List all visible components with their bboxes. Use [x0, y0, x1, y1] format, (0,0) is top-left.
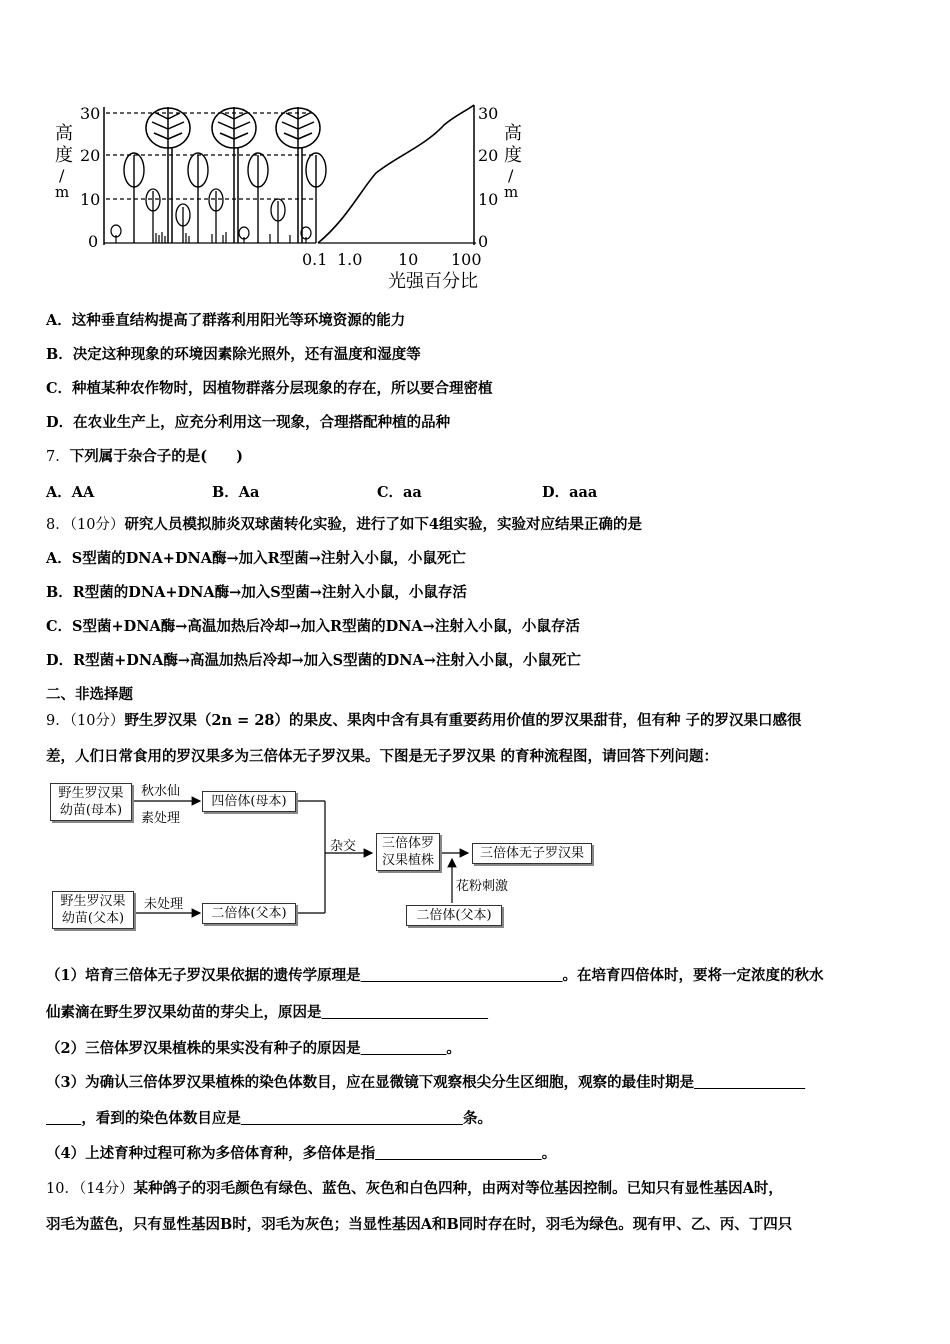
right-y-tick: 20	[478, 146, 499, 165]
q8-stem: 8．（10分）研究人员模拟肺炎双球菌转化实验，进行了如下4组实验，实验对应结果正确的是	[46, 516, 643, 533]
q7-stem: 7．下列属于杂合子的是( )	[46, 448, 243, 465]
answer-blank[interactable]	[361, 1040, 447, 1057]
q9-part1-line1: （1）培育三倍体无子罗汉果依据的遗传学原理是 。在培育四倍体时，要将一定浓度的秋水	[46, 967, 824, 984]
tall-tree-icon	[276, 107, 320, 243]
pollen-label: 花粉刺激	[456, 879, 509, 894]
q9-stem-line2: 差，人们日常食用的罗汉果多为三倍体无子罗汉果。下图是无子罗汉果 的育种流程图，请回答下列问题：	[46, 748, 719, 765]
right-y-label-char: m	[504, 183, 519, 201]
hybrid-label: 杂交	[330, 839, 357, 854]
breeding-flowchart	[40, 775, 620, 935]
q8-option-d: D．R型菌+DNA酶→高温加热后冷却→加入S型菌的DNA→注射入小鼠，小鼠死亡	[46, 652, 581, 669]
answer-blank[interactable]	[694, 1074, 805, 1091]
q8-option-a: A．S型菌的DNA+DNA酶→加入R型菌→注射入小鼠，小鼠死亡	[46, 550, 466, 567]
right-y-tick: 30	[478, 104, 499, 123]
tetraploid-box: 四倍体(母本)	[202, 791, 296, 812]
left-y-tick: 10	[80, 190, 101, 209]
x-tick: 1.0	[337, 250, 363, 269]
q6-option-a: A．这种垂直结构提高了群落利用阳光等环境资源的能力	[46, 312, 406, 329]
q9-stem-line1: 9．（10分）野生罗汉果（2n = 28）的果皮、果肉中含有具有重要药用价值的罗汉果甜苷，但有种 子的罗汉果口感很	[46, 712, 802, 729]
answer-blank[interactable]	[361, 967, 563, 984]
right-y-tick: 0	[478, 232, 489, 251]
x-tick: 10	[398, 250, 419, 269]
q9-part1-line2: 仙素滴在野生罗汉果幼苗的芽尖上，原因是	[46, 1003, 488, 1023]
q9-part3-line1: （3）为确认三倍体罗汉果植株的染色体数目，应在显微镜下观察根尖分生区细胞，观察的最佳时期是	[46, 1073, 805, 1093]
colchicine-label-2: 素处理	[141, 811, 181, 826]
untreated-label: 未处理	[144, 897, 184, 912]
section-heading: 二、非选择题	[46, 686, 133, 703]
left-y-label-char: /	[59, 166, 65, 185]
left-y-tick: 30	[80, 104, 101, 123]
grass-icon	[111, 225, 311, 243]
x-tick: 0.1	[302, 250, 328, 269]
father-seedling-box: 野生罗汉果幼苗(父本)	[52, 891, 134, 929]
right-y-label-char: 度	[504, 145, 522, 166]
q10-stem-line1: 10．（14分）某种鸽子的羽毛颜色有绿色、蓝色、灰色和白色四种，由两对等位基因控制。已知只有显性基因A时，	[46, 1180, 783, 1197]
answer-blank[interactable]	[375, 1145, 542, 1162]
q9-part4: （4）上述育种过程可称为多倍体育种，多倍体是指 。	[46, 1145, 557, 1162]
q7-option-c: C．aa	[377, 484, 422, 501]
q7-option-b: B．Aa	[212, 484, 260, 501]
medium-tree-icon	[124, 153, 326, 243]
x-tick: 100	[451, 250, 482, 269]
diploid-father-box: 二倍体(父本)	[202, 903, 296, 924]
q6-option-c: C．种植某种农作物时，因植物群落分层现象的存在，所以要合理密植	[46, 380, 493, 397]
light-height-curve	[318, 105, 474, 243]
left-y-label-char: 度	[55, 145, 73, 166]
q8-option-b: B．R型菌的DNA+DNA酶→加入S型菌→注射入小鼠，小鼠存活	[46, 584, 467, 601]
left-y-label-char: 高	[55, 123, 73, 144]
q10-stem-line2: 羽毛为蓝色，只有显性基因B时，羽毛为灰色；当显性基因A和B同时存在时，羽毛为绿色。现有甲、乙、丙、丁四只	[46, 1216, 793, 1233]
triploid-plant-box: 三倍体罗汉果植株	[376, 833, 440, 871]
right-y-label-char: /	[508, 166, 514, 185]
seedless-fruit-box: 三倍体无子罗汉果	[472, 843, 592, 864]
answer-blank[interactable]	[322, 1004, 489, 1021]
mother-seedling-box: 野生罗汉果幼苗(母本)	[50, 783, 132, 821]
diploid-father-box-2: 二倍体(父本)	[406, 905, 502, 926]
answer-blank[interactable]	[241, 1110, 463, 1127]
q6-option-d: D．在农业生产上，应充分利用这一现象，合理搭配种植的品种	[46, 414, 451, 431]
colchicine-label-1: 秋水仙	[141, 784, 181, 799]
stratification-figure	[46, 95, 546, 300]
right-y-label-char: 高	[504, 123, 522, 144]
q7-option-d: D．aaa	[542, 484, 598, 501]
x-axis-label: 光强百分比	[388, 271, 478, 292]
right-y-tick: 10	[478, 190, 499, 209]
q8-option-c: C．S型菌+DNA酶→高温加热后冷却→加入R型菌的DNA→注射入小鼠，小鼠存活	[46, 618, 580, 635]
left-y-label-char: m	[55, 183, 70, 201]
q7-option-a: A．AA	[46, 484, 95, 501]
q6-option-b: B．决定这种现象的环境因素除光照外，还有温度和湿度等	[46, 346, 421, 363]
left-y-tick: 20	[80, 146, 101, 165]
tall-tree-icon	[212, 107, 256, 243]
q9-part3-line2: ，看到的染色体数目应是 条。	[46, 1109, 492, 1129]
answer-blank[interactable]	[46, 1110, 81, 1127]
q9-part2: （2）三倍体罗汉果植株的果实没有种子的原因是 。	[46, 1040, 461, 1057]
small-tree-icon	[146, 189, 285, 243]
left-y-tick: 0	[88, 232, 99, 251]
